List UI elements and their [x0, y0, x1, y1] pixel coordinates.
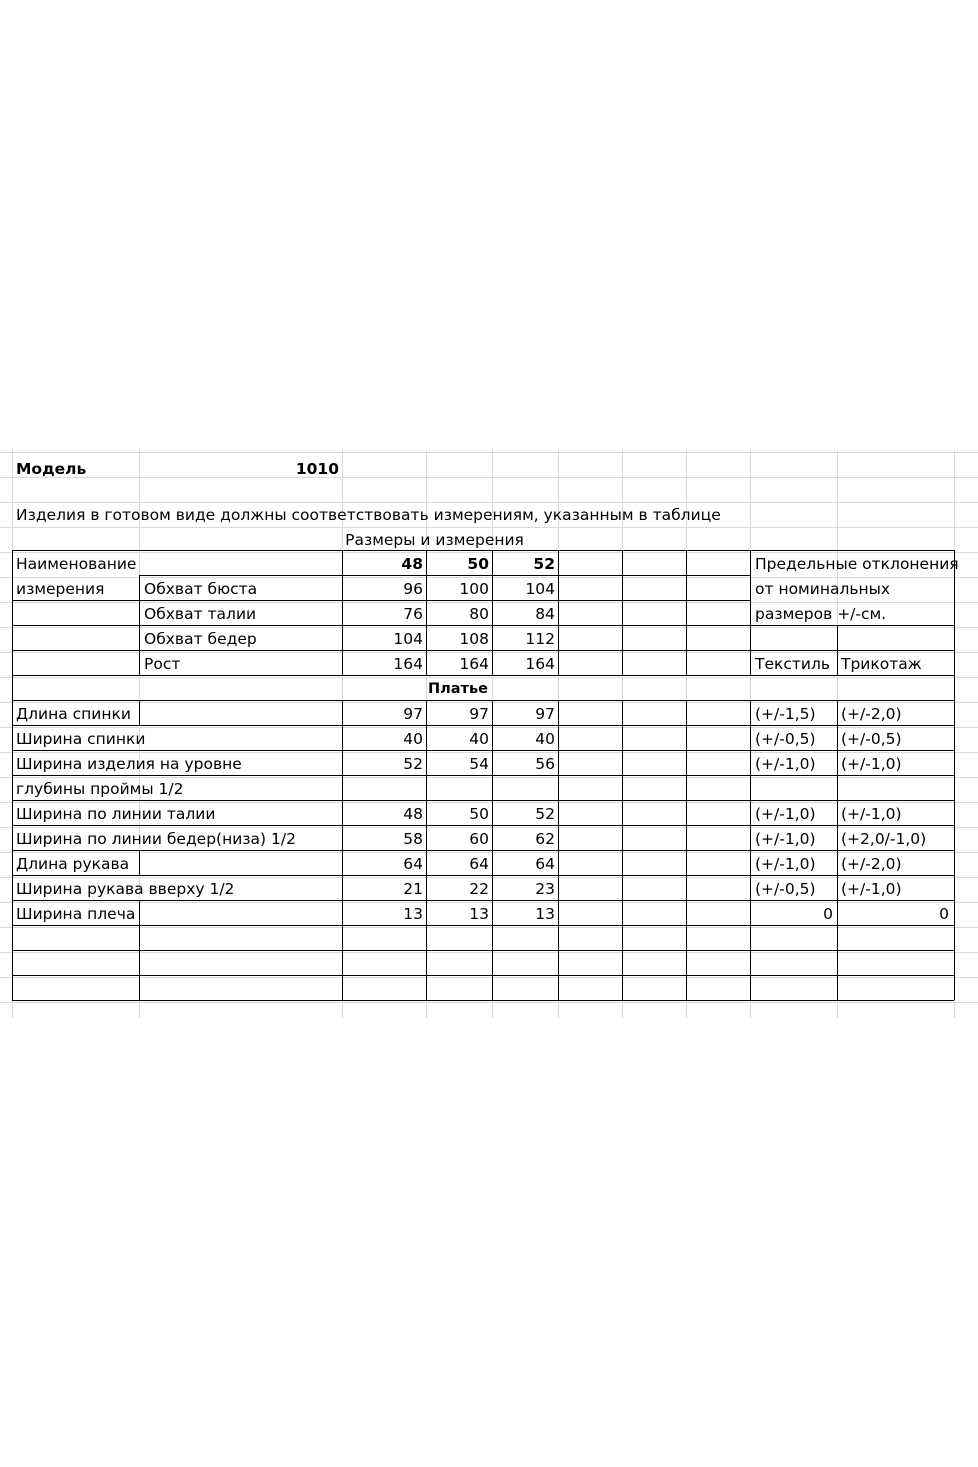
textile-deviation: 0: [823, 905, 833, 923]
size-52-value: 64: [535, 855, 555, 873]
deviation-label-line-1: Предельные отклонения: [755, 555, 959, 573]
body-measure-value: 76: [403, 605, 423, 623]
textile-deviation: [751, 777, 841, 802]
measurement-label: Длина рукава: [16, 855, 130, 873]
sizes-subtitle: Размеры и измерения: [345, 531, 524, 549]
knit-deviation: [837, 777, 957, 802]
size-52-value: 40: [535, 730, 555, 748]
textile-deviation: (+/-1,0): [755, 830, 816, 848]
measurement-label: Ширина плеча: [16, 905, 136, 923]
size-52-value: 23: [535, 880, 555, 898]
size-48-value: 48: [403, 805, 423, 823]
size-48-header: 48: [401, 555, 423, 573]
model-label: Модель: [16, 460, 87, 478]
size-50-value: 54: [469, 755, 489, 773]
section-title-dress: Платье: [428, 681, 488, 697]
size-52-value: 97: [535, 705, 555, 723]
name-label-line-1: Наименование: [16, 555, 137, 573]
size-52-value: 13: [535, 905, 555, 923]
size-50-value: [427, 777, 493, 802]
body-measure-value: 164: [525, 655, 555, 673]
body-measure-value: 112: [525, 630, 555, 648]
textile-deviation: (+/-1,0): [755, 855, 816, 873]
size-48-value: 58: [403, 830, 423, 848]
size-50-value: 40: [469, 730, 489, 748]
body-measure-value: 104: [525, 580, 555, 598]
knit-deviation: (+/-1,0): [841, 805, 902, 823]
measurement-label: Ширина по линии бедер(низа) 1/2: [16, 830, 296, 848]
measurement-label: Ширина изделия на уровне: [16, 755, 242, 773]
size-52-header: 52: [533, 555, 555, 573]
body-measure-label: Обхват бюста: [144, 580, 258, 598]
size-48-value: 52: [403, 755, 423, 773]
knit-deviation: (+/-2,0): [841, 855, 902, 873]
deviation-label-line-3: размеров +/-см.: [755, 605, 887, 623]
body-measure-value: 164: [459, 655, 489, 673]
size-52-value: [493, 777, 559, 802]
spreadsheet: [0, 450, 978, 1020]
name-label-line-2: измерения: [16, 580, 105, 598]
textile-deviation: (+/-1,5): [755, 705, 816, 723]
knit-deviation: (+2,0/-1,0): [841, 830, 927, 848]
size-52-value: 62: [535, 830, 555, 848]
textile-deviation: (+/-1,0): [755, 805, 816, 823]
knit-deviation: (+/-2,0): [841, 705, 902, 723]
measurement-label: Ширина рукава вверху 1/2: [16, 880, 235, 898]
size-48-value: 13: [403, 905, 423, 923]
measurement-label: Ширина по линии талии: [16, 805, 216, 823]
size-50-value: 50: [469, 805, 489, 823]
knit-header: Трикотаж: [841, 655, 922, 673]
size-48-value: 21: [403, 880, 423, 898]
body-measure-value: 96: [403, 580, 423, 598]
body-measure-value: 104: [393, 630, 423, 648]
knit-deviation: (+/-0,5): [841, 730, 902, 748]
size-52-value: 52: [535, 805, 555, 823]
body-measure-value: 164: [393, 655, 423, 673]
size-50-value: 97: [469, 705, 489, 723]
body-measure-label: Обхват бедер: [144, 630, 257, 648]
size-50-value: 64: [469, 855, 489, 873]
body-measure-value: 108: [459, 630, 489, 648]
textile-deviation: (+/-0,5): [755, 880, 816, 898]
table-note: Изделия в готовом виде должны соответствовать измерениям, указанным в таблице: [16, 506, 721, 524]
body-measure-value: 80: [469, 605, 489, 623]
knit-deviation: 0: [939, 905, 949, 923]
measurement-label: Ширина спинки: [16, 730, 146, 748]
body-measure-label: Обхват талии: [144, 605, 257, 623]
body-measure-value: 84: [535, 605, 555, 623]
knit-deviation: (+/-1,0): [841, 880, 902, 898]
measurement-label: Длина спинки: [16, 705, 131, 723]
size-50-header: 50: [467, 555, 489, 573]
size-48-value: 97: [403, 705, 423, 723]
textile-header: Текстиль: [755, 655, 831, 673]
size-50-value: 13: [469, 905, 489, 923]
size-48-value: 64: [403, 855, 423, 873]
body-measure-label: Рост: [144, 655, 181, 673]
size-50-value: 22: [469, 880, 489, 898]
textile-deviation: (+/-0,5): [755, 730, 816, 748]
deviation-label-line-2: от номинальных: [755, 580, 891, 598]
textile-deviation: (+/-1,0): [755, 755, 816, 773]
measurement-label: глубины проймы 1/2: [16, 780, 184, 798]
size-48-value: [343, 777, 427, 802]
body-measure-value: 100: [459, 580, 489, 598]
model-number: 1010: [295, 460, 339, 478]
size-50-value: 60: [469, 830, 489, 848]
knit-deviation: (+/-1,0): [841, 755, 902, 773]
size-48-value: 40: [403, 730, 423, 748]
size-52-value: 56: [535, 755, 555, 773]
